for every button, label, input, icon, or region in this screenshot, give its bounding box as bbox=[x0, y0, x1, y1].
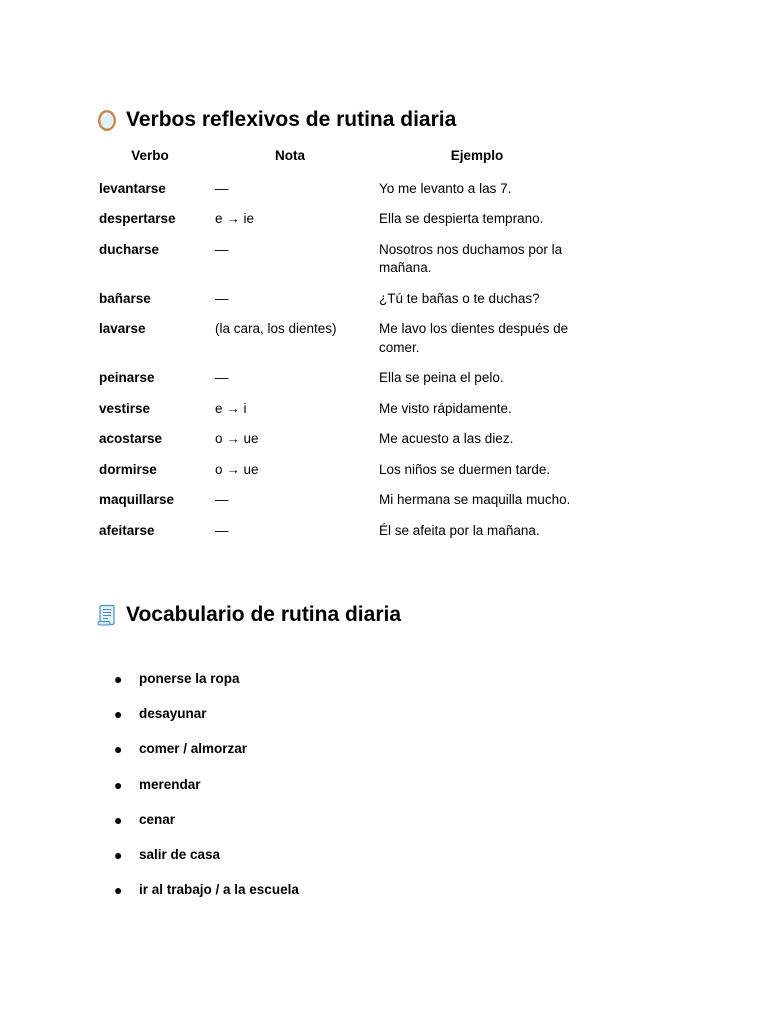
bullet-icon: ● bbox=[114, 706, 123, 723]
bullet-icon: ● bbox=[114, 741, 123, 758]
mirror-icon bbox=[95, 108, 119, 132]
list-item-text: salir de casa bbox=[139, 846, 221, 862]
bullet-icon: ● bbox=[114, 846, 123, 863]
table-row bbox=[92, 363, 582, 394]
note-cell: o → ue bbox=[215, 431, 259, 446]
list-item-text: desayunar bbox=[139, 706, 207, 722]
example-cell: ¿Tú te bañas o te duchas? bbox=[379, 290, 540, 306]
note-cell: — bbox=[215, 241, 229, 257]
reflexive-verbs-table bbox=[92, 142, 582, 546]
table-row bbox=[92, 485, 582, 516]
example-cell: Mi hermana se maquilla mucho. bbox=[379, 492, 571, 507]
list-item bbox=[114, 703, 299, 738]
note-cell: o → ue bbox=[215, 461, 259, 477]
section-title: Vocabulario de rutina diaria bbox=[126, 603, 402, 626]
list-item bbox=[114, 879, 299, 914]
table-row bbox=[92, 174, 582, 205]
list-item-text: ponerse la ropa bbox=[139, 671, 240, 686]
note-cell: e → i bbox=[215, 400, 247, 416]
scroll-icon bbox=[95, 603, 119, 627]
column-header-ejemplo: Ejemplo bbox=[450, 148, 504, 163]
list-item bbox=[114, 844, 299, 879]
table-row bbox=[92, 516, 582, 547]
bullet-icon: ● bbox=[114, 811, 123, 828]
list-item-text: cenar bbox=[139, 811, 176, 827]
example-cell: Me acuesto a las diez. bbox=[379, 431, 514, 446]
note-cell: — bbox=[215, 370, 229, 385]
example-cell: Los niños se duermen tarde. bbox=[379, 461, 551, 477]
bullet-icon: ● bbox=[114, 882, 123, 899]
verb-cell: peinarse bbox=[99, 370, 155, 385]
table-row bbox=[92, 235, 582, 284]
bullet-icon: ● bbox=[114, 776, 123, 793]
bullet-icon: ● bbox=[114, 671, 123, 687]
list-item bbox=[114, 809, 299, 844]
example-cell: Nosotros nos duchamos por la mañana. bbox=[379, 241, 563, 275]
table-row bbox=[92, 394, 582, 425]
example-cell: Me visto rápidamente. bbox=[379, 400, 512, 416]
list-item-text: merendar bbox=[139, 776, 201, 792]
table-row bbox=[92, 284, 582, 315]
note-cell: — bbox=[215, 290, 229, 306]
list-item-text: comer / almorzar bbox=[139, 741, 248, 757]
section-heading-vocabulary bbox=[95, 603, 401, 627]
example-cell: Ella se despierta temprano. bbox=[379, 211, 544, 226]
verb-cell: maquillarse bbox=[99, 492, 175, 507]
note-cell: e → ie bbox=[215, 211, 255, 226]
table-row bbox=[92, 455, 582, 486]
list-item bbox=[114, 738, 299, 773]
note-cell: — bbox=[215, 492, 229, 507]
column-header-nota: Nota bbox=[275, 148, 305, 163]
section-title: Verbos reflexivos de rutina diaria bbox=[126, 108, 457, 131]
column-header-verbo: Verbo bbox=[131, 148, 169, 163]
table-row bbox=[92, 204, 582, 235]
verb-cell: afeitarse bbox=[99, 522, 155, 538]
example-cell: Yo me levanto a las 7. bbox=[379, 180, 512, 196]
verb-cell: despertarse bbox=[99, 211, 176, 226]
verb-cell: levantarse bbox=[99, 180, 166, 196]
note-cell: — bbox=[215, 180, 229, 196]
vocabulary-list bbox=[114, 668, 299, 914]
note-cell: — bbox=[215, 522, 229, 538]
example-cell: Él se afeita por la mañana. bbox=[379, 522, 540, 538]
verb-cell: lavarse bbox=[99, 321, 146, 336]
list-item-text: ir al trabajo / a la escuela bbox=[139, 882, 299, 898]
list-item bbox=[114, 668, 299, 703]
verb-cell: bañarse bbox=[99, 290, 151, 306]
section-heading-reflexive-verbs bbox=[95, 108, 456, 132]
example-cell: Me lavo los dientes después de comer. bbox=[379, 321, 569, 355]
table-row bbox=[92, 424, 582, 455]
note-cell: (la cara, los dientes) bbox=[215, 321, 337, 336]
verb-cell: dormirse bbox=[99, 461, 157, 477]
list-item bbox=[114, 774, 299, 809]
example-cell: Ella se peina el pelo. bbox=[379, 370, 504, 385]
table-header-row bbox=[92, 142, 582, 174]
verb-cell: vestirse bbox=[99, 400, 151, 416]
verb-cell: ducharse bbox=[99, 241, 160, 257]
verb-cell: acostarse bbox=[99, 431, 163, 446]
table-row bbox=[92, 314, 582, 363]
